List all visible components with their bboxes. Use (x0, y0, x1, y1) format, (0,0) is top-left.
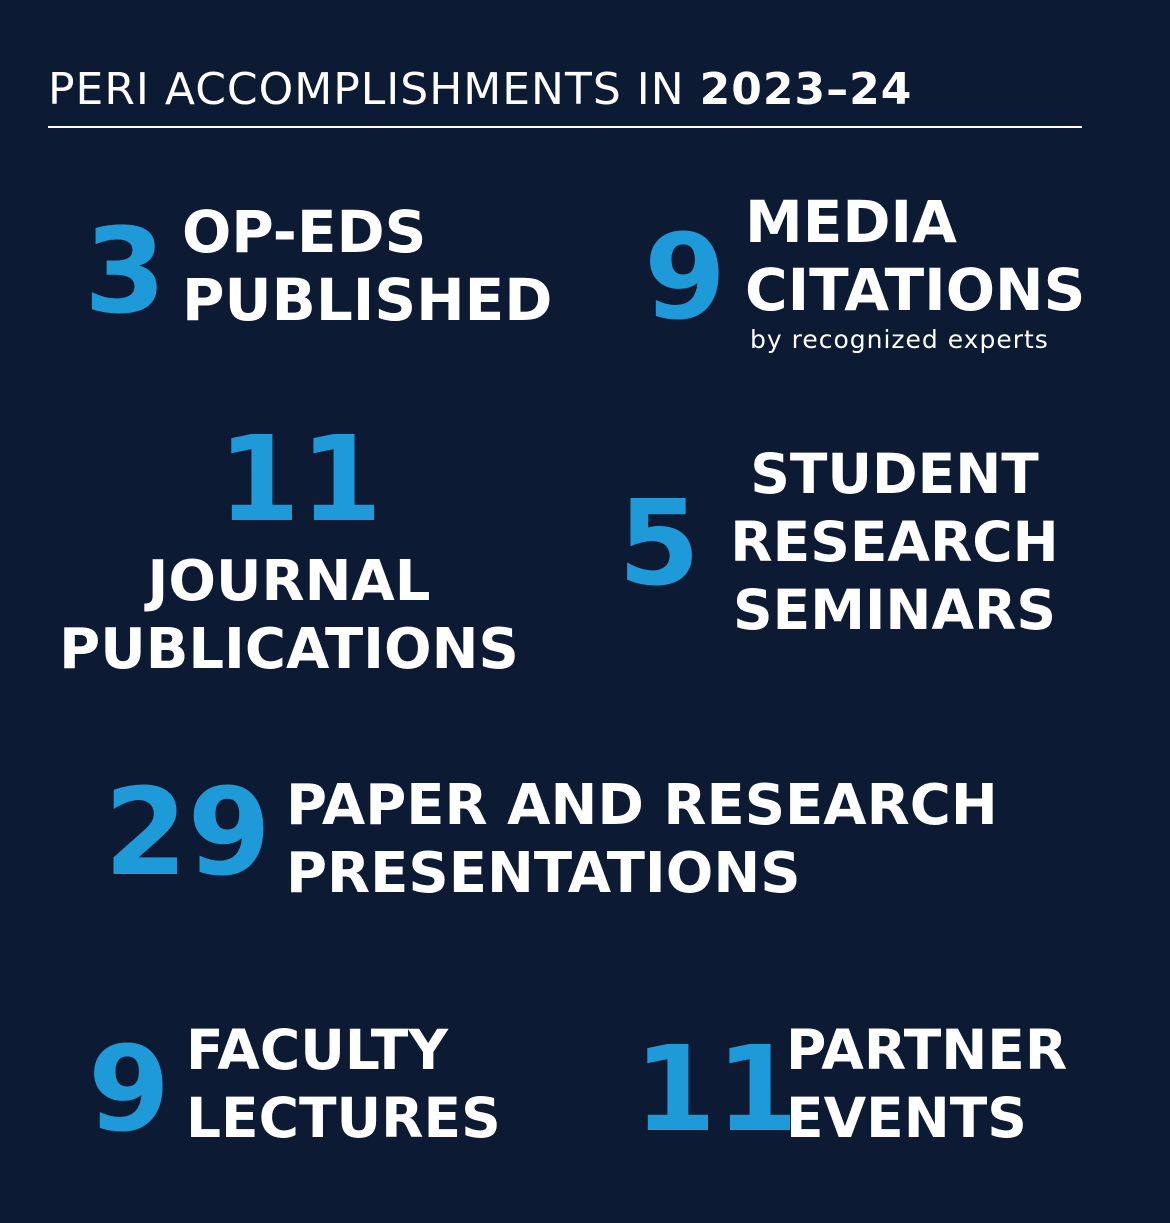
stat-lectures-line1: FACULTY (186, 1018, 449, 1082)
stat-seminars-number: 5 (618, 474, 701, 612)
stat-seminars-label (722, 440, 1067, 644)
stat-lectures-number: 9 (88, 1020, 171, 1158)
page-title (48, 60, 1082, 120)
stat-journal-number: 11 (218, 410, 383, 548)
page-title-text (48, 60, 1082, 120)
stat-opeds-label (182, 198, 552, 334)
stat-journal-line1: JOURNAL (147, 549, 431, 614)
stat-media-line2: CITATIONS (745, 256, 1086, 324)
stat-papers-number: 29 (104, 764, 271, 903)
stat-events-number: 11 (634, 1020, 799, 1158)
stat-papers-label (286, 772, 998, 908)
stat-media-number: 9 (644, 208, 727, 346)
stat-events-line2: EVENTS (786, 1086, 1027, 1150)
stat-journal-line2: PUBLICATIONS (59, 617, 519, 682)
title-year: 2023–24 (699, 64, 913, 115)
stat-media-label (745, 188, 1085, 324)
stat-opeds-number: 3 (84, 202, 167, 340)
stat-papers-line2: PRESENTATIONS (286, 841, 801, 906)
stat-seminars-line3: SEMINARS (733, 578, 1056, 642)
stat-seminars-line2: RESEARCH (730, 510, 1059, 574)
stat-opeds-line1: OP-EDS (182, 198, 427, 266)
stat-lectures-line2: LECTURES (186, 1086, 501, 1150)
title-prefix: PERI ACCOMPLISHMENTS IN (48, 64, 700, 115)
stat-lectures-label (186, 1016, 501, 1152)
stat-media-line1: MEDIA (745, 188, 957, 256)
stat-events-line1: PARTNER (786, 1018, 1068, 1082)
stat-journal-label (54, 548, 524, 684)
stat-media-note: by recognized experts (750, 325, 1049, 354)
stat-opeds-line2: PUBLISHED (182, 266, 553, 334)
stat-seminars-line1: STUDENT (750, 442, 1039, 506)
header-divider (48, 126, 1082, 128)
stat-events-label (786, 1016, 1067, 1152)
stat-papers-line1: PAPER AND RESEARCH (286, 773, 998, 838)
